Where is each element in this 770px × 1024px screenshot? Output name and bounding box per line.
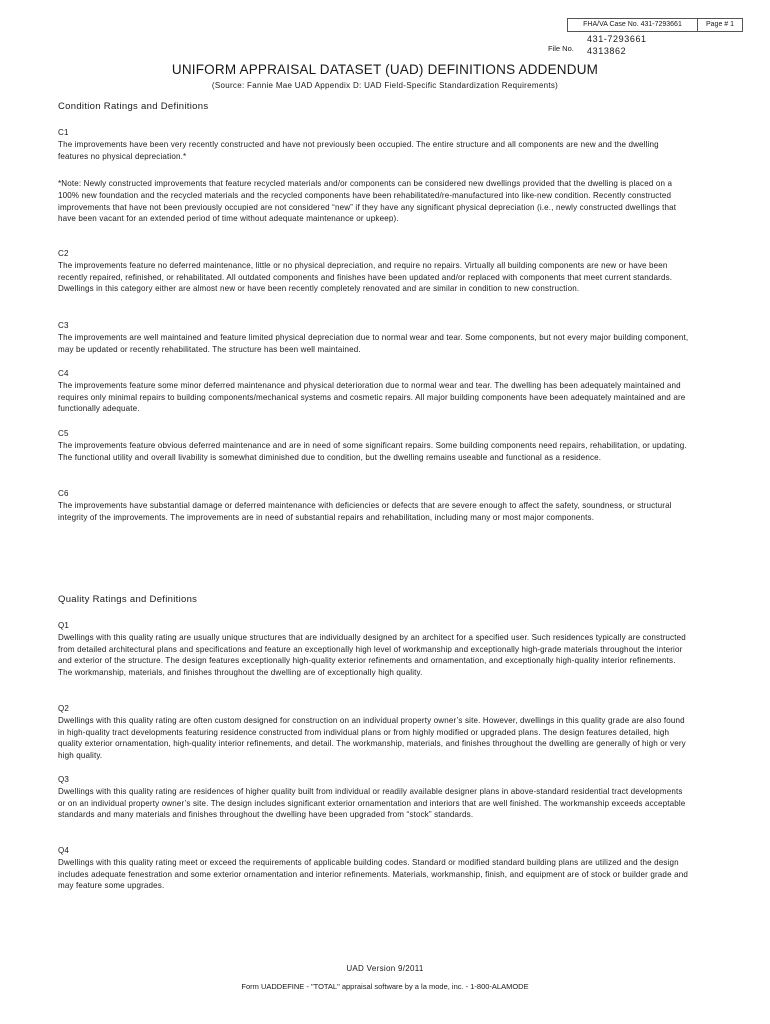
file-number-2: 4313862 — [587, 46, 627, 56]
rating-definition: The improvements have substantial damage or deferred maintenance with deficiencies or defects that are severe enough to affect the safety, soundness, or structural integrity of the improvements. The improvements are in need of substantial repairs and rehabilitation, including many or most major components. — [58, 500, 672, 522]
condition-section — [58, 101, 690, 113]
rating-definition: Dwellings with this quality rating are residences of higher quality built from individual or readily available designer plans in above-standard residential tract developments or on an individual property owner’s site. The design includes significant exterior ornamentation and interiors that are well finished. The workmanship exceeds acceptable standards and many materials and finishes throughout the dwelling have been upgraded from “stock” standards. — [58, 786, 686, 820]
rating-code: C4 — [58, 369, 69, 378]
quality-heading: Quality Ratings and Definitions — [58, 594, 198, 605]
quality-section — [58, 594, 690, 606]
document-title: UNIFORM APPRAISAL DATASET (UAD) DEFINITIONS ADDENDUM — [171, 62, 599, 77]
rating-code: Q1 — [58, 621, 70, 630]
rating-definition: Dwellings with this quality rating are often custom designed for construction on an individual property owner’s site. However, dwellings in this quality grade are also found in high-quality tract developments featuring residence constructed from individual plans or from highly modified or upgraded plans. The design features detailed, high quality exterior ornamentation, high-quality interior refinements, and detail. The workmanship, materials, and finishes throughout the dwelling are generally of high or very high quality. — [58, 715, 686, 761]
rating-code: C1 — [58, 128, 69, 137]
condition-c1 — [58, 127, 690, 162]
page-number: Page # 1 — [705, 21, 735, 28]
rating-code: Q3 — [58, 775, 70, 784]
quality-q3 — [58, 774, 690, 821]
rating-definition: The improvements have been very recently constructed and have not previously been occupied. The entire structure and all components are new and the dwelling features no physical depreciation.* — [58, 139, 659, 161]
rating-definition: Dwellings with this quality rating meet or exceed the requirements of applicable building codes. Standard or modified standard building plans are utilized and the design includes adequate fenestration and some exterior ornamentation and interior refinements. Materials, workmanship, finish, and equipment are of stock or builder grade and may feature some upgrades. — [58, 857, 688, 891]
rating-code: Q4 — [58, 846, 70, 855]
rating-definition: The improvements feature obvious deferred maintenance and are in need of some significant repairs. Some building components need repairs, rehabilitation, or updating. The functional utility and overall livability is somewhat diminished due to condition, but the dwelling remains useable and functional as a residence. — [58, 440, 687, 462]
condition-heading: Condition Ratings and Definitions — [58, 101, 209, 112]
quality-q1 — [58, 620, 690, 679]
rating-definition: The improvements feature no deferred maintenance, little or no physical depreciation, and require no repairs. Virtually all building components are new or have been recently repaired, refinished, or rehabilitated. All outdated components and finishes have been updated and/or replaced with components that meet current standards. Dwellings in this category either are almost new or have been recently completely renovated and are similar in condition to new construction. — [58, 260, 673, 294]
rating-code: Q2 — [58, 704, 70, 713]
quality-q4 — [58, 845, 690, 892]
uad-version: UAD Version 9/2011 — [346, 964, 424, 973]
condition-c4 — [58, 368, 690, 415]
rating-code: C2 — [58, 249, 69, 258]
condition-c6 — [58, 488, 690, 523]
form-footer: Form UADDEFINE - "TOTAL" appraisal software by a la mode, inc. - 1-800-ALAMODE — [241, 982, 529, 991]
rating-code: C5 — [58, 429, 69, 438]
case-number-box — [567, 18, 743, 32]
rating-code: C3 — [58, 321, 69, 330]
condition-c5 — [58, 428, 690, 463]
document-subtitle: (Source: Fannie Mae UAD Appendix D: UAD Field-Specific Standardization Requirements) — [211, 81, 559, 90]
rating-code: C6 — [58, 489, 69, 498]
quality-q2 — [58, 703, 690, 762]
rating-definition: The improvements feature some minor deferred maintenance and physical deterioration due to normal wear and tear. The dwelling has been adequately maintained and requires only minimal repairs to building components/mechanical systems and cosmetic repairs. All major building components have been adequately maintained and are functionally adequate. — [58, 380, 686, 414]
file-numbers — [587, 33, 647, 57]
rating-definition: The improvements are well maintained and feature limited physical depreciation due to normal wear and tear. Some components, but not every major building component, may be updated or recently rehabilitated. The structure has been well maintained. — [58, 332, 689, 354]
case-number: FHA/VA Case No. 431-7293661 — [568, 19, 698, 31]
condition-note — [58, 178, 690, 225]
file-number-label: File No. — [548, 44, 574, 53]
rating-definition: Dwellings with this quality rating are usually unique structures that are individually designed by an architect for a specified user. Such residences typically are constructed from detailed architectural plans and specifications and feature an exceptionally high level of workmanship and exceptionally high-grade materials throughout the interior and exterior of the structure. The design features exceptionally high-quality exterior refinements and ornamentation, and exceptionally high-quality interior refinements. The workmanship, materials, and finishes throughout the dwelling are of exceptionally high quality. — [58, 632, 686, 678]
file-number-1: 431-7293661 — [587, 34, 647, 44]
condition-c2 — [58, 248, 690, 295]
note-text: *Note: Newly constructed improvements that feature recycled materials and/or components can be considered new dwellings provided that the dwelling is placed on a 100% new foundation and the recycled materials and the recycled components have been rehabilitated/re-manufactured into like-new condition. Recently constructed improvements that have not been previously occupied are not considered “new” if they have any significant physical depreciation (i.e., newly constructed dwellings that have been vacant for an extended period of time without adequate maintenance or upkeep). — [58, 179, 677, 224]
condition-c3 — [58, 320, 690, 355]
